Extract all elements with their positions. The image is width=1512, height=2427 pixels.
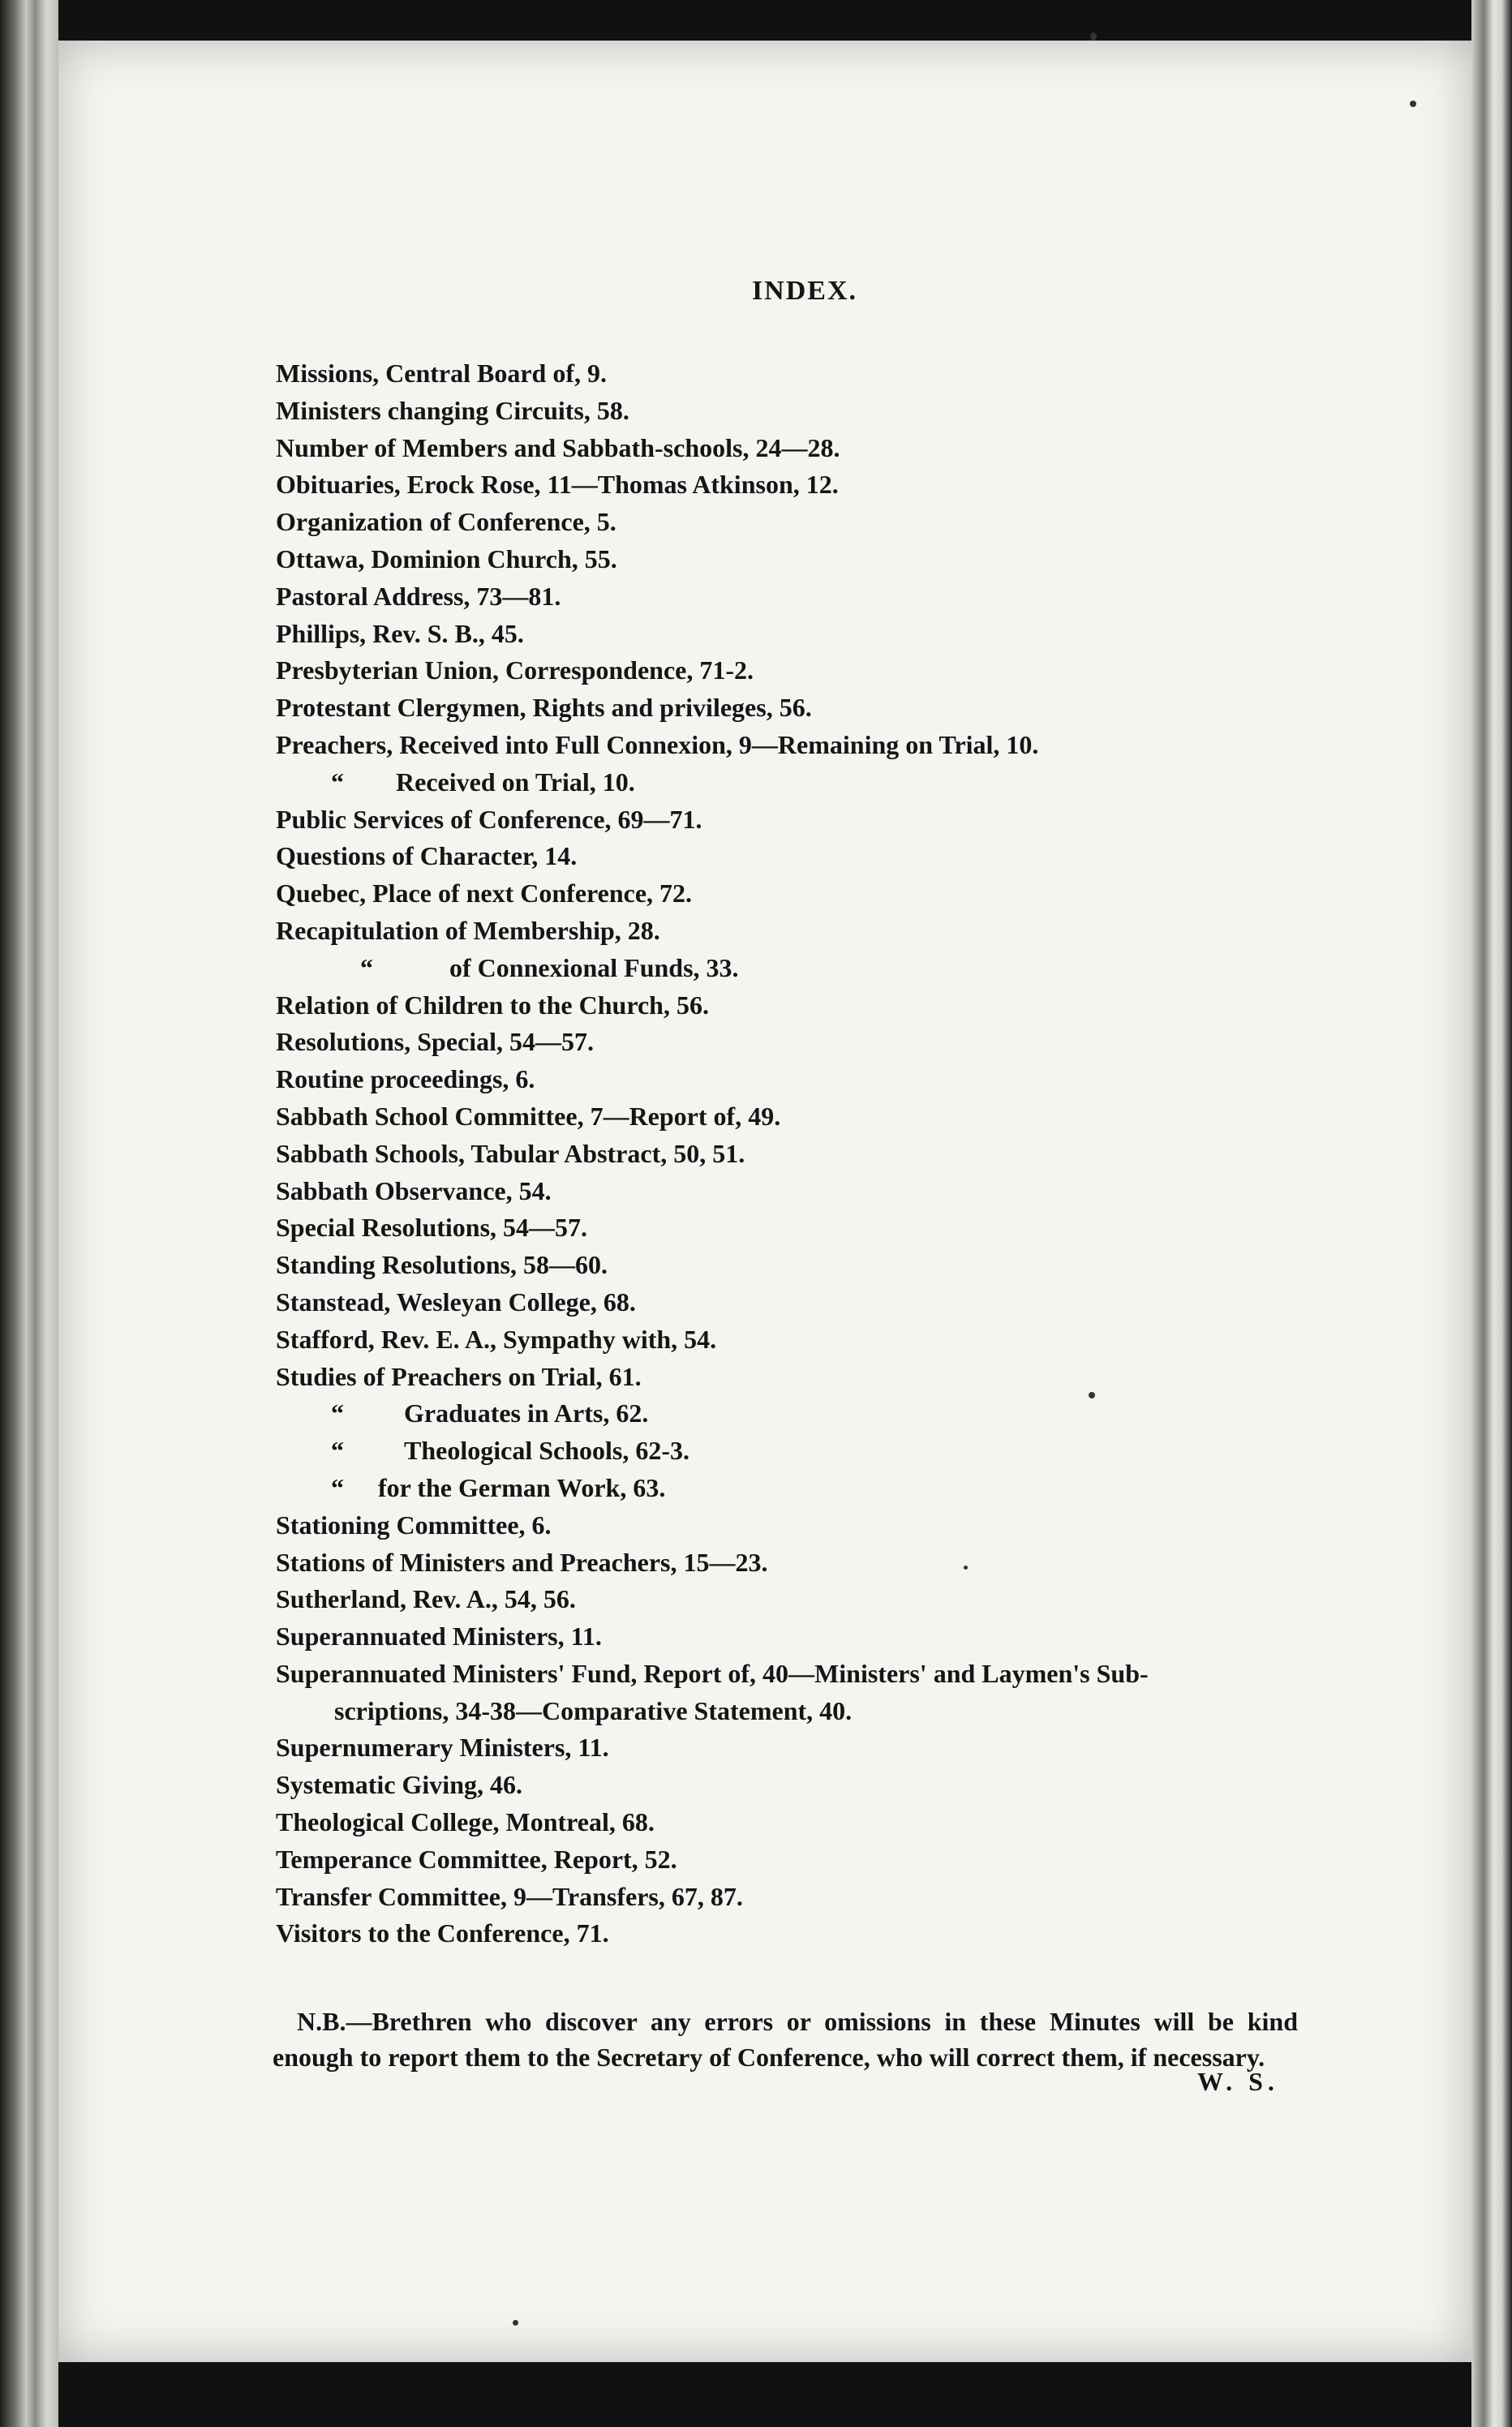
ditto-mark: “ xyxy=(331,1472,344,1502)
subentry-text: Graduates in Arts, 62. xyxy=(404,1398,649,1428)
subentry-text: Theological Schools, 62-3. xyxy=(404,1436,690,1466)
index-subentry xyxy=(276,1470,1355,1507)
index-entry: Standing Resolutions, 58—60. xyxy=(276,1250,608,1280)
scan-speck xyxy=(1089,1392,1095,1398)
scan-speck xyxy=(1410,101,1416,107)
scan-speck xyxy=(513,2320,518,2326)
index-entry: Theological College, Montreal, 68. xyxy=(276,1807,655,1837)
book-binding-edge xyxy=(0,0,58,2427)
index-entry: Ottawa, Dominion Church, 55. xyxy=(276,543,617,573)
subentry-text: of Connexional Funds, 33. xyxy=(449,952,739,982)
index-subentry xyxy=(276,1395,1355,1433)
wrapped-line-2: scriptions, 34-38—Comparative Statement, 40. xyxy=(334,1695,853,1725)
index-entry: Organization of Conference, 5. xyxy=(276,507,616,537)
wrapped-line-1: Superannuated Ministers' Fund, Report of, 40—Ministers' and Laymen's Sub- xyxy=(276,1658,1149,1688)
index-subentry xyxy=(276,1433,1355,1470)
index-entry: Sabbath Schools, Tabular Abstract, 50, 51. xyxy=(276,1138,745,1168)
signature-initials: W. S. xyxy=(1197,2067,1279,2096)
index-list xyxy=(276,355,1355,1952)
ditto-mark: “ xyxy=(331,1398,344,1428)
index-entry: Stationing Committee, 6. xyxy=(276,1510,552,1540)
scan-speck xyxy=(964,1566,968,1570)
index-entry: Sabbath Observance, 54. xyxy=(276,1175,552,1205)
index-entry: Presbyterian Union, Correspondence, 71-2. xyxy=(276,655,754,685)
ditto-mark: “ xyxy=(331,1436,344,1466)
index-entry: Routine proceedings, 6. xyxy=(276,1064,535,1094)
page-right-edge xyxy=(1471,0,1512,2427)
index-entry: Stanstead, Wesleyan College, 68. xyxy=(276,1287,636,1317)
index-entry: Sabbath School Committee, 7—Report of, 49. xyxy=(276,1101,781,1131)
index-entry: Relation of Children to the Church, 56. xyxy=(276,990,709,1020)
index-entry: Recapitulation of Membership, 28. xyxy=(276,915,660,945)
index-entry: Missions, Central Board of, 9. xyxy=(276,359,607,388)
index-entry: Stations of Ministers and Preachers, 15—23. xyxy=(276,1547,768,1577)
index-entry: Public Services of Conference, 69—71. xyxy=(276,804,702,834)
index-entry: Stafford, Rev. E. A., Sympathy with, 54. xyxy=(276,1324,717,1354)
index-entry: Obituaries, Erock Rose, 11—Thomas Atkinson, 12. xyxy=(276,470,839,500)
index-entry: Phillips, Rev. S. B., 45. xyxy=(276,618,524,648)
index-entry: Superannuated Ministers, 11. xyxy=(276,1622,602,1652)
ditto-mark: “ xyxy=(360,952,373,982)
nota-bene-note xyxy=(273,2004,1298,2075)
index-entry: Visitors to the Conference, 71. xyxy=(276,1918,609,1948)
index-entry: Questions of Character, 14. xyxy=(276,841,578,871)
index-entry: Temperance Committee, Report, 52. xyxy=(276,1844,677,1874)
subentry-text: Received on Trial, 10. xyxy=(396,767,635,797)
index-entry: Supernumerary Ministers, 11. xyxy=(276,1733,609,1763)
index-entry: Ministers changing Circuits, 58. xyxy=(276,395,629,425)
index-entry: Resolutions, Special, 54—57. xyxy=(276,1027,595,1057)
index-entry: Number of Members and Sabbath-schools, 24—28. xyxy=(276,432,840,462)
scan-speck xyxy=(1090,32,1097,41)
index-entry: Protestant Clergymen, Rights and privileges, 56. xyxy=(276,693,812,723)
page-title: INDEX. xyxy=(751,276,858,306)
note-text: N.B.—Brethren who discover any errors or omissions in these Minutes will be kind enough to report them to the Secretary of Conference, who will correct them, if necessary. xyxy=(273,2007,1298,2072)
index-entry: Preachers, Received into Full Connexion, 9—Remaining on Trial, 10. xyxy=(276,729,1039,759)
ditto-mark: “ xyxy=(331,767,344,797)
index-entry: Sutherland, Rev. A., 54, 56. xyxy=(276,1584,576,1614)
index-subentry xyxy=(276,764,1355,801)
subentry-text: for the German Work, 63. xyxy=(378,1472,666,1502)
index-entry: Quebec, Place of next Conference, 72. xyxy=(276,878,693,909)
index-entry: Special Resolutions, 54—57. xyxy=(276,1213,588,1243)
index-entry-wrapped xyxy=(276,1656,1355,1730)
index-entry: Transfer Committee, 9—Transfers, 67, 87. xyxy=(276,1881,743,1911)
index-entry: Studies of Preachers on Trial, 61. xyxy=(276,1361,642,1391)
index-entry: Pastoral Address, 73—81. xyxy=(276,581,561,611)
index-subentry xyxy=(276,950,1355,987)
index-entry: Systematic Giving, 46. xyxy=(276,1770,522,1800)
